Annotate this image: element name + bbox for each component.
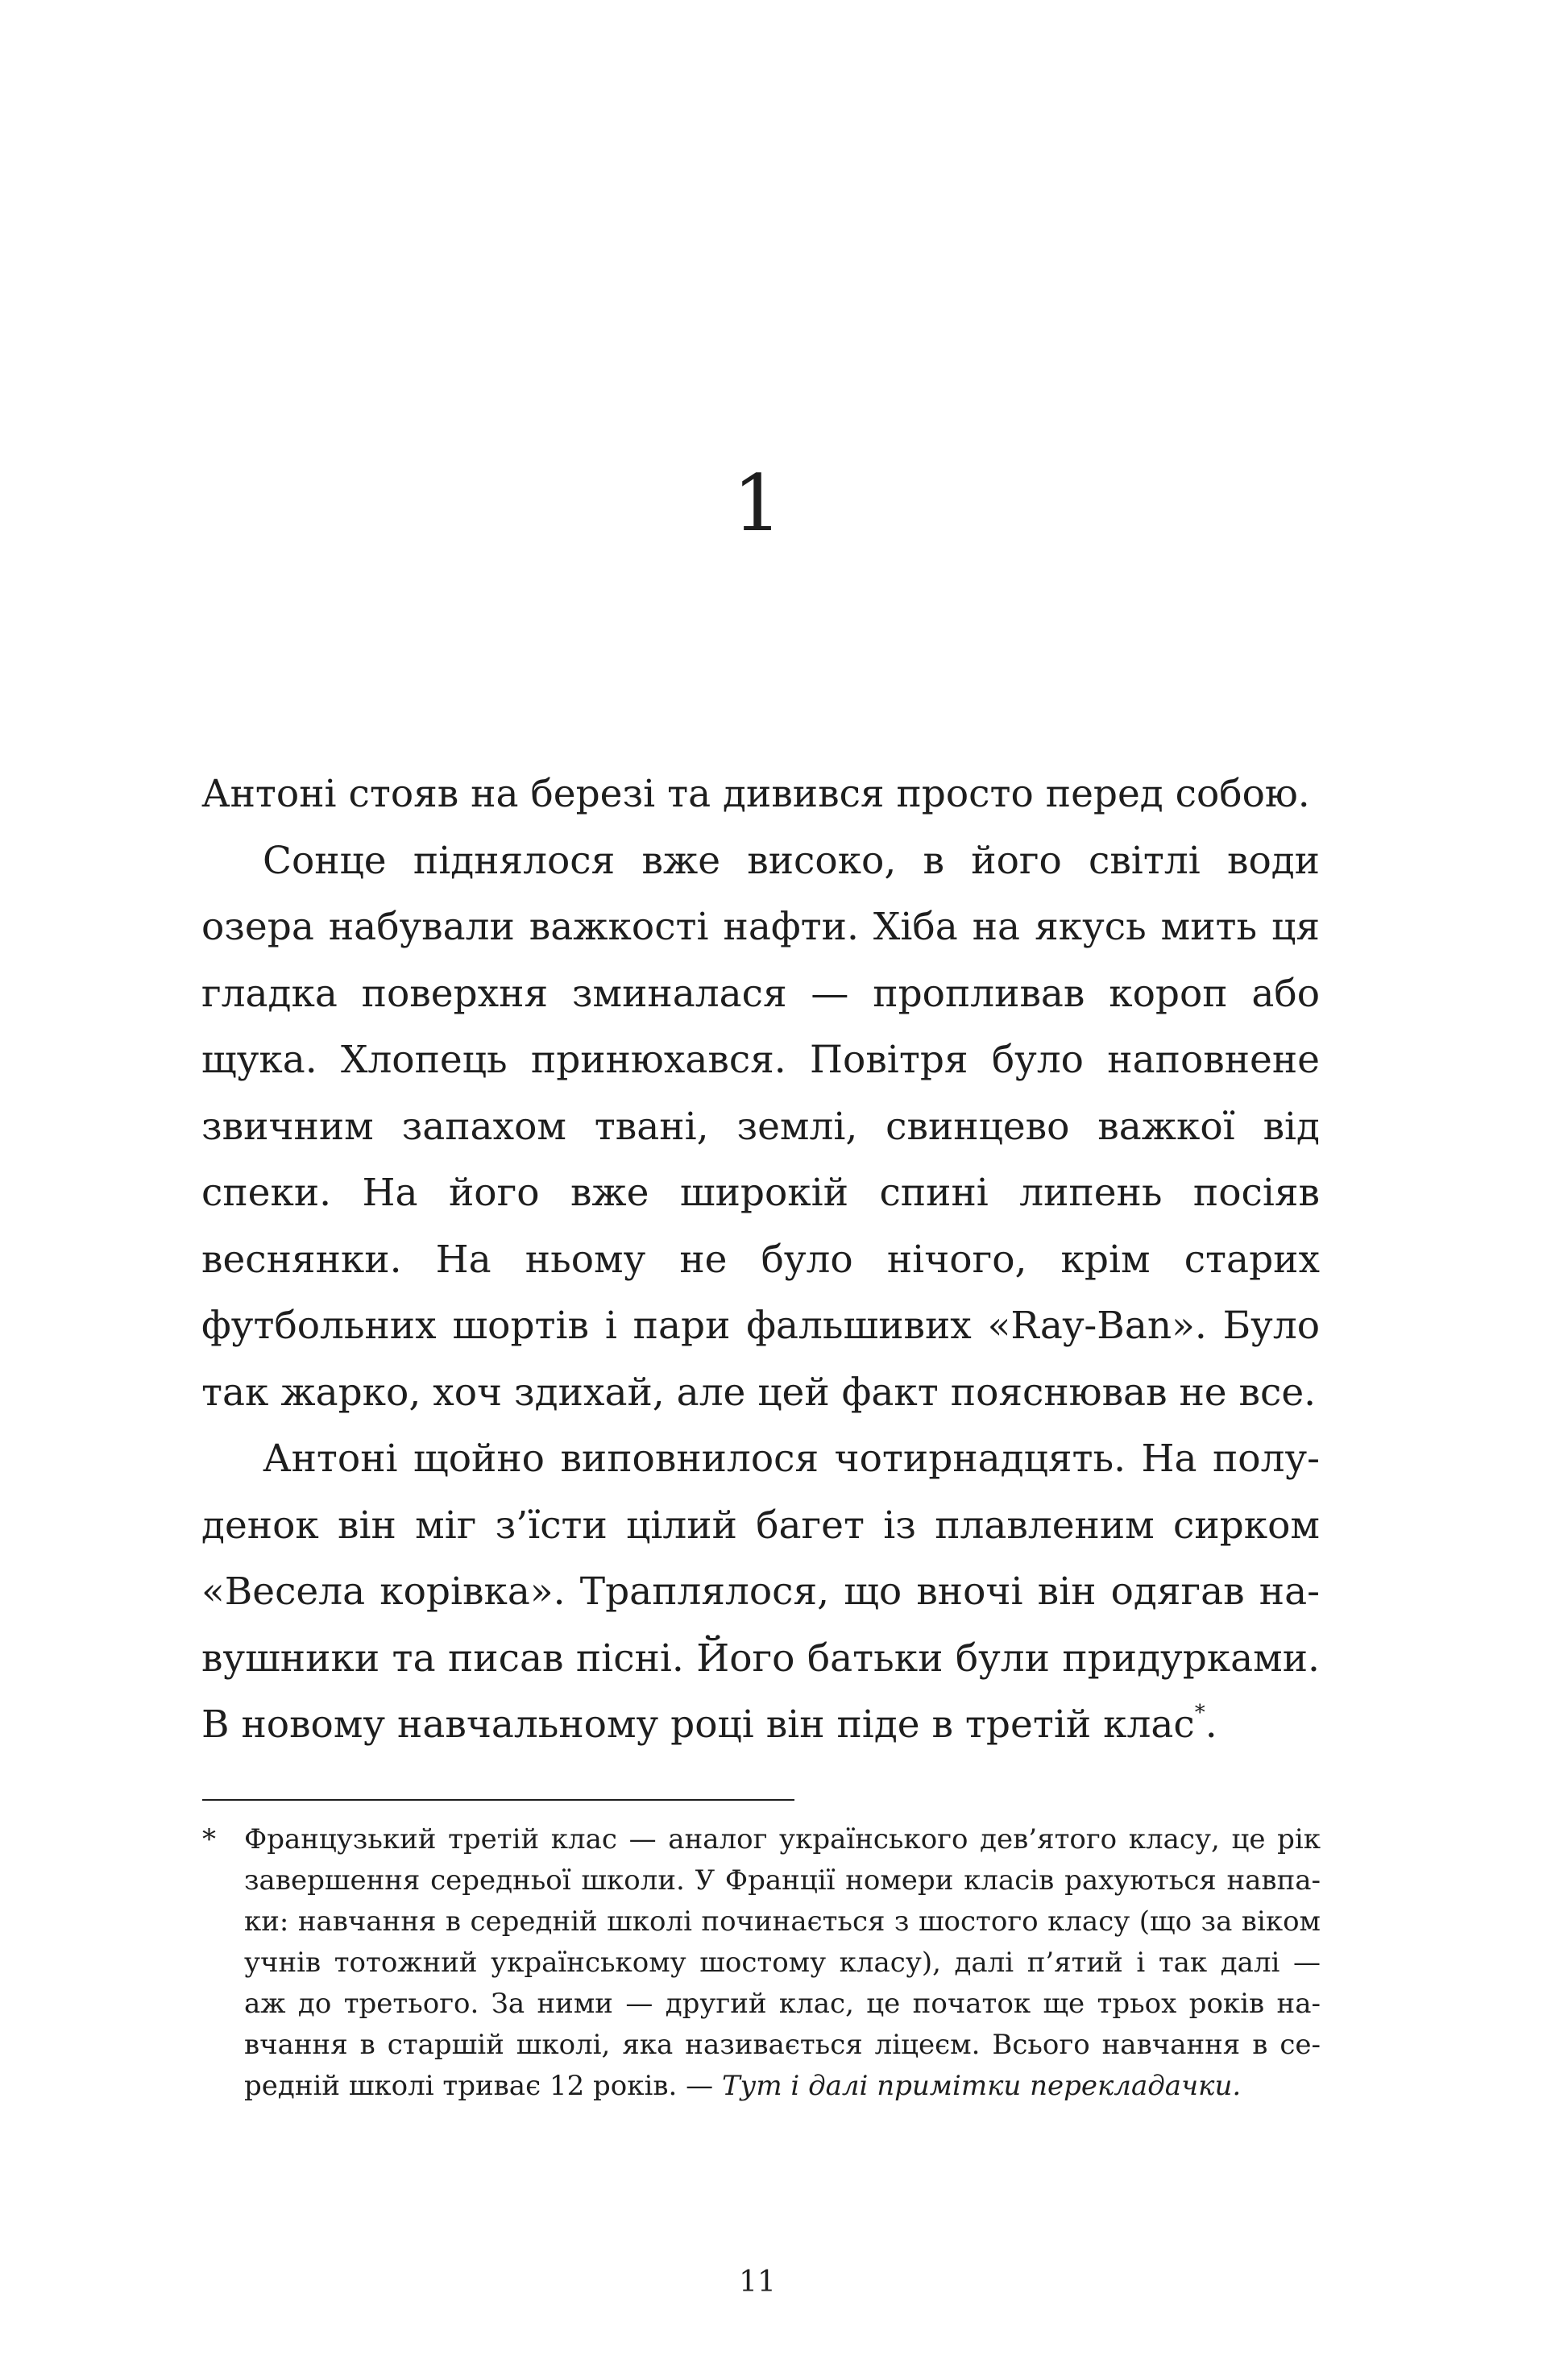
footnote-translator-note: Тут і далі примітки перекладачки. <box>721 2070 1242 2102</box>
footnote-reference[interactable]: * <box>1194 1701 1205 1725</box>
chapter-body <box>201 761 1320 1759</box>
paragraph-3: Антоні щойно виповнилося чотирнадцять. На полуденок він міг з’їсти цілий багет із плавленим сирком «Весела корівка». Траплялося, що вночі він одягав навушники та писав пісні. Його батьки були придурками. В новому навчальному році він піде в третій клас*. <box>201 1437 1320 1747</box>
paragraph-2: Сонце піднялося вже високо, в його світлі води озера набували важкості нафти. Хіба на якусь мить ця гладка поверхня зминалася — пропливав короп або щука. Хлопець принюхався. Повітря було наповнене звичним запахом твані, землі, свинцево важкої від спеки. На його вже широкій спині липень посіяв веснянки. На ньому не було нічого, крім старих футбольних шортів і пари фальшивих «Ray-Ban». Було так жарко, хоч здихай, але цей факт пояснював не все. <box>201 838 1320 1415</box>
paragraph-1: Антоні стояв на березі та дивився просто перед собою. <box>201 772 1310 816</box>
footnote <box>202 1819 1321 2107</box>
footnote-marker: * <box>202 1823 216 1855</box>
paragraph-3-text: Антоні щойно виповнилося чотирнадцять. На полуденок він міг з’їсти цілий багет із плавленим сирком «Весела корівка». Траплялося, що вночі він одягав навушники та писав пісні. Його батьки були придурками. В новому навчальному році він піде в третій клас <box>201 1437 1320 1747</box>
chapter-number: 1 <box>732 458 782 549</box>
footnote-body <box>244 1819 1321 2107</box>
footnote-divider <box>202 1799 794 1801</box>
footnote-text: Французький третій клас — аналог українського дев’ятого класу, це рік завершення середньої школи. У Франції номери класів рахуються навпаки: навчання в середній школі починається з шостого класу (що за віком учнів тотожний українському шостому класу), далі п’ятий і так далі — аж до третього. За ними — другий клас, це початок ще трьох років навчання в старшій школі, яка називається ліцеєм. Всього навчання в середній школі триває 12 років. — <box>244 1823 1321 2102</box>
page-number: 11 <box>739 2266 776 2299</box>
